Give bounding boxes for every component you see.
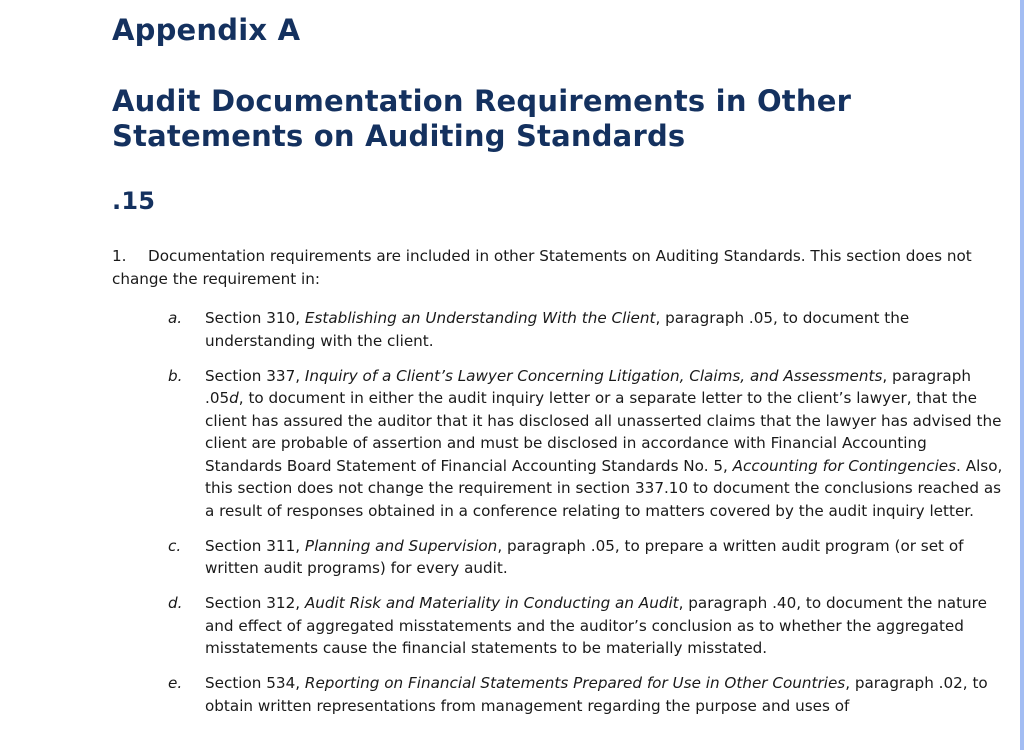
item-prefix: Section 337, <box>205 366 305 385</box>
list-item-d <box>168 592 1008 660</box>
item-suffix: , paragraph .40, to document the nature and effect of aggregated misstatements and the auditor’s conclusion as to whether the aggregated misstatements cause the financial statements to be materially misstated. <box>205 594 987 657</box>
statement-title: Accounting for Contingencies <box>732 456 957 475</box>
item-suffix: , paragraph .05, to prepare a written audit program (or set of written audit programs) for every audit. <box>205 536 964 577</box>
item-mid-2: , to document in either the audit inquiry letter or a separate letter to the client’s lawyer, that the client has assured the auditor that it has disclosed all unasserted claims that the lawyer has advised the client are probable of assertion and must be disclosed in accordance with Financial Accounting Standards Board Statement of Financial Accounting Standards No. 5, <box>205 389 1002 475</box>
item-suffix: . Also, this section does not change the requirement in section 337.10 to document the conclusions reached as a result of responses obtained in a conference relating to matters covered by the audit inquiry letter. <box>205 456 1003 520</box>
list-marker: a. <box>168 309 183 327</box>
item-suffix: , paragraph .05, to document the understanding with the client. <box>205 309 910 350</box>
list-marker: d. <box>168 594 183 612</box>
list-marker: e. <box>168 674 183 692</box>
item-prefix: Section 311, <box>205 536 305 555</box>
list-item-a <box>168 307 1008 352</box>
list-marker: b. <box>168 366 183 385</box>
section-title: Reporting on Financial Statements Prepared for Use in Other Countries <box>304 674 846 692</box>
requirements-list <box>168 307 1008 730</box>
intro-number: 1. <box>112 247 127 265</box>
item-prefix: Section 534, <box>205 674 305 692</box>
item-prefix: Section 312, <box>205 594 305 612</box>
intro-paragraph <box>112 245 992 290</box>
section-title: Establishing an Understanding With the Client <box>304 309 656 327</box>
document-title: Audit Documentation Requirements in Other Statements on Auditing Standards <box>112 84 852 153</box>
list-item-e <box>168 672 1008 717</box>
section-title: Planning and Supervision <box>304 536 498 555</box>
page-edge-divider <box>1020 0 1024 750</box>
item-suffix: , paragraph .02, to obtain written representations from management regarding the purpose and uses of <box>205 674 988 715</box>
item-mid-italic: d <box>229 389 239 407</box>
list-marker: c. <box>168 536 182 555</box>
list-item-c <box>168 535 1008 580</box>
paragraph-number: .15 <box>112 187 156 215</box>
intro-text: Documentation requirements are included in other Statements on Auditing Standards. This section does not change the requirement in: <box>112 247 972 288</box>
item-prefix: Section 310, <box>205 309 305 327</box>
section-title: Audit Risk and Materiality in Conducting an Audit <box>304 594 679 612</box>
list-item-b <box>168 365 1008 523</box>
section-title: Inquiry of a Client’s Lawyer Concerning Litigation, Claims, and Assessments <box>304 366 883 385</box>
item-mid: , paragraph .05 <box>205 366 971 407</box>
appendix-heading: Appendix A <box>112 13 301 47</box>
